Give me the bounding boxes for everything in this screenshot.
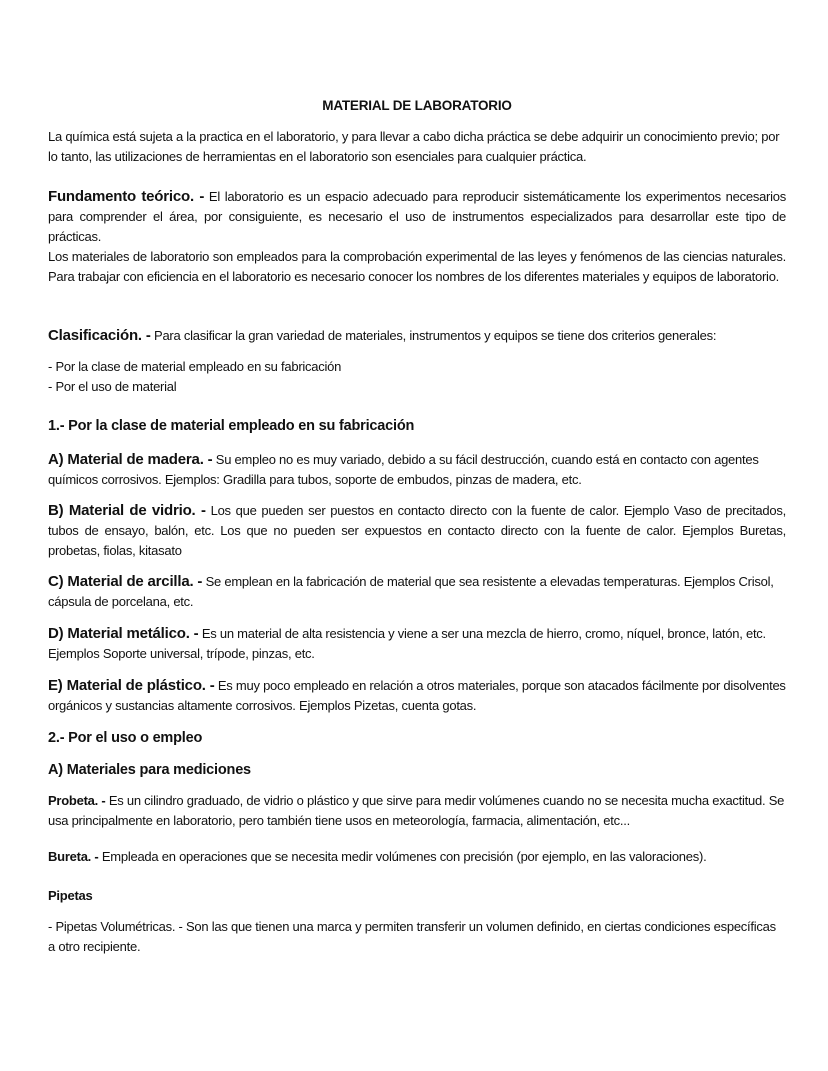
- intro-paragraph: La química está sujeta a la practica en el laboratorio, y para llevar a cabo dicha práctica se debe adquirir un conocimiento previo; por lo tanto, las utilizaciones de herramientas en el laboratorio son esenciales para cualquier práctica.: [48, 129, 780, 164]
- bureta-paragraph: [48, 847, 786, 867]
- material-text: Es muy poco empleado en relación a otros materiales, porque son atacados fácilmente por disolventes orgánicos y sustancias altamente corrosivos. Ejemplos Pizetas, cuenta gotas.: [48, 678, 786, 713]
- fundamento-paragraph: [48, 187, 786, 247]
- criterio-item: - Por la clase de material empleado en su fabricación: [48, 359, 342, 374]
- material-text: Los que pueden ser puestos en contacto directo con la fuente de calor. Ejemplo Vaso de precitados, tubos de ensayo, balón, etc. Los que no pueden ser expuestos en contacto directo con la fuente de calor. Ejemplos Buretas, probetas, fiolas, kitasato: [48, 503, 786, 558]
- material-text: Se emplean en la fabricación de material que sea resistente a elevadas temperaturas. Ejemplos Crisol, cápsula de porcelana, etc.: [48, 574, 774, 609]
- material-item: [48, 676, 786, 716]
- pipetas-volumetricas-paragraph: - Pipetas Volumétricas. - Son las que tienen una marca y permiten transferir un volumen definido, en ciertas condiciones específicas a otro recipiente.: [48, 919, 776, 954]
- probeta-text: Es un cilindro graduado, de vidrio o plástico y que sirve para medir volúmenes cuando no se necesita mucha exactitud. Se usa principalmente en laboratorio, pero también tiene usos en meteorología, farmacia, alimentación, etc...: [48, 793, 785, 828]
- section2-heading: 2.- Por el uso o empleo: [48, 730, 203, 746]
- material-text: Es un material de alta resistencia y viene a ser una mezcla de hierro, cromo, níquel, bronce, latón, etc. Ejemplos Soporte universal, trípode, pinzas, etc.: [48, 626, 766, 661]
- bureta-text: Empleada en operaciones que se necesita medir volúmenes con precisión (por ejemplo, en las valoraciones).: [98, 849, 707, 864]
- section1-heading: 1.- Por la clase de material empleado en su fabricación: [48, 418, 415, 434]
- section2-subheading: A) Materiales para mediciones: [48, 762, 251, 778]
- material-item: [48, 450, 786, 490]
- material-text: Su empleo no es muy variado, debido a su fácil destrucción, cuando está en contacto con agentes químicos corrosivos. Ejemplos: Gradilla para tubos, soporte de embudos, pinzas de madera, etc.: [48, 452, 759, 487]
- clasificacion-text: Para clasificar la gran variedad de materiales, instrumentos y equipos se tiene dos criterios generales:: [150, 328, 717, 343]
- fundamento-label: Fundamento teórico. -: [48, 188, 205, 205]
- material-label: D) Material metálico. -: [48, 625, 199, 642]
- bureta-label: Bureta. -: [48, 849, 99, 864]
- clasificacion-paragraph: [48, 326, 786, 346]
- fundamento-paragraph-2: Los materiales de laboratorio son empleados para la comprobación experimental de las leyes y fenómenos de las ciencias naturales. Para trabajar con eficiencia en el laboratorio es necesario conocer los nombres de los diferentes materiales y equipos de laboratorio.: [48, 249, 786, 284]
- probeta-paragraph: [48, 791, 786, 831]
- fundamento-text: El laboratorio es un espacio adecuado para reproducir sistemáticamente los experimentos necesarios para comprender el área, por consiguiente, es necesario el uso de instrumentos especializados para desarrollar este tipo de prácticas.: [48, 189, 786, 244]
- material-label: C) Material de arcilla. -: [48, 573, 203, 590]
- material-label: A) Material de madera. -: [48, 451, 213, 468]
- material-label: B) Material de vidrio. -: [48, 502, 206, 519]
- document-title: MATERIAL DE LABORATORIO: [322, 98, 512, 113]
- pipetas-heading: Pipetas: [48, 888, 93, 903]
- material-label: E) Material de plástico. -: [48, 677, 215, 694]
- material-item: [48, 624, 786, 664]
- probeta-label: Probeta. -: [48, 793, 106, 808]
- clasificacion-label: Clasificación. -: [48, 327, 151, 344]
- material-item: [48, 572, 786, 612]
- criterio-item: - Por el uso de material: [48, 379, 177, 394]
- material-item: [48, 501, 786, 561]
